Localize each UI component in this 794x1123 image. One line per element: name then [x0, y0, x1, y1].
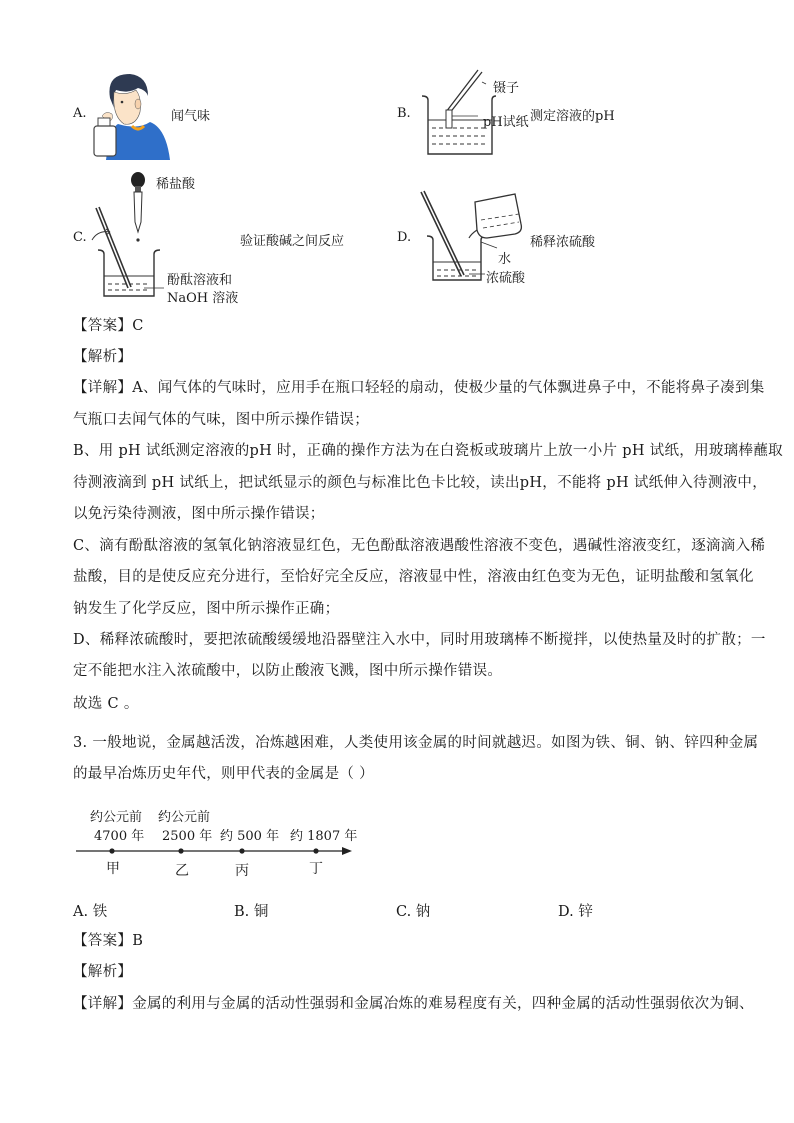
option-b-caption: 测定溶液的pH [530, 109, 615, 124]
q2-detail-line-9: D、稀释浓硫酸时，要把浓硫酸缓缓地沿器壁注入水中，同时用玻璃棒不断搅拌，以使热量及时的扩散；一 [73, 632, 766, 648]
timeline-point [109, 848, 114, 853]
timeline-axis [76, 845, 356, 857]
tweezers-label: 镊子 [493, 81, 520, 96]
q3-option-d: D. 锌 [558, 904, 593, 920]
timeline-year-label: 2500 年 [162, 829, 213, 844]
timeline-year-label: 4700 年 [94, 829, 145, 844]
q2-conclusion: 故选 C 。 [73, 696, 139, 712]
q2-detail-line-10: 定不能把水注入浓硫酸中，以防止酸液飞溅，图中所示操作错误。 [73, 663, 503, 679]
q2-detail-line-2: 气瓶口去闻气体的气味，图中所示操作错误； [73, 412, 369, 428]
timeline-metal-name: 乙 [175, 863, 189, 879]
water-label: 水 [498, 252, 512, 267]
q2-detail-line-7: 盐酸，目的是使反应充分进行，至恰好完全反应，溶液显中性，溶液由红色变为无色，证明盐酸和氢氧化 [73, 569, 754, 585]
timeline-point [178, 848, 183, 853]
q2-detail-line-6: C、滴有酚酞溶液的氢氧化钠溶液显红色，无色酚酞溶液遇酸性溶液不变色，遇碱性溶液变红，逐滴滴入稀 [73, 538, 766, 554]
q3-stem-line-2: 的最早冶炼历史年代，则甲代表的金属是（ ） [73, 766, 374, 782]
option-d-caption: 稀释浓硫酸 [530, 235, 596, 250]
naoh-label: NaOH 溶液 [167, 291, 239, 306]
timeline-top-label: 约公元前 [158, 810, 211, 825]
q3-analysis-heading: 【解析】 [73, 964, 133, 980]
phenolphthalein-label: 酚酞溶液和 [167, 273, 233, 288]
smelling-person-illustration [92, 68, 172, 160]
timeline-top-label: 约公元前 [90, 810, 143, 825]
ph-paper-label: pH试纸 [483, 115, 529, 130]
q2-answer: 【答案】C [73, 318, 144, 334]
q2-analysis-heading: 【解析】 [73, 349, 133, 365]
q2-detail-line-4: 待测液滴到 pH 试纸上，把试纸显示的颜色与标准比色卡比较，读出pH，不能将 pH 试纸伸入待测液中， [73, 475, 768, 491]
q2-detail-line-5: 以免污染待测液，图中所示操作错误； [73, 506, 325, 522]
q2-detail-line-1: 【详解】A、闻气体的气味时，应用手在瓶口轻轻的扇动，使极少量的气体飘进鼻子中，不能将鼻子凑到集 [73, 380, 765, 396]
q2-detail-line-8: 钠发生了化学反应，图中所示操作正确； [73, 601, 340, 617]
timeline-point [239, 848, 244, 853]
q3-option-a: A. 铁 [73, 904, 108, 920]
dilute-hcl-label: 稀盐酸 [156, 177, 196, 192]
q3-detail-line-1: 【详解】金属的利用与金属的活动性强弱和金属冶炼的难易程度有关，四种金属的活动性强弱依次为铜、 [73, 996, 754, 1012]
option-a-caption: 闻气味 [171, 109, 211, 124]
timeline-metal-name: 甲 [106, 861, 120, 877]
timeline-metal-name: 丁 [309, 861, 323, 877]
option-b-letter: B. [397, 106, 411, 121]
q2-detail-line-3: B、用 pH 试纸测定溶液的pH 时，正确的操作方法为在白瓷板或玻璃片上放一小片 pH 试纸，用玻璃棒蘸取 [73, 443, 783, 459]
timeline-point [313, 848, 318, 853]
timeline-year-label: 约 1807 年 [290, 829, 358, 844]
q3-answer: 【答案】B [73, 933, 144, 949]
concentrated-acid-label: 浓硫酸 [486, 271, 526, 286]
q3-option-b: B. 铜 [234, 904, 269, 920]
option-c-letter: C. [73, 230, 87, 245]
q3-option-c: C. 钠 [396, 904, 431, 920]
option-a-letter: A. [73, 106, 87, 121]
option-d-letter: D. [397, 230, 412, 245]
q3-stem-line-1: 3. 一般地说，金属越活泼，冶炼越困难，人类使用该金属的时间就越迟。如图为铁、铜、钠、锌四种金属 [73, 735, 759, 751]
timeline-year-label: 约 500 年 [220, 829, 280, 844]
option-c-caption: 验证酸碱之间反应 [240, 234, 345, 249]
timeline-metal-name: 丙 [235, 863, 249, 879]
